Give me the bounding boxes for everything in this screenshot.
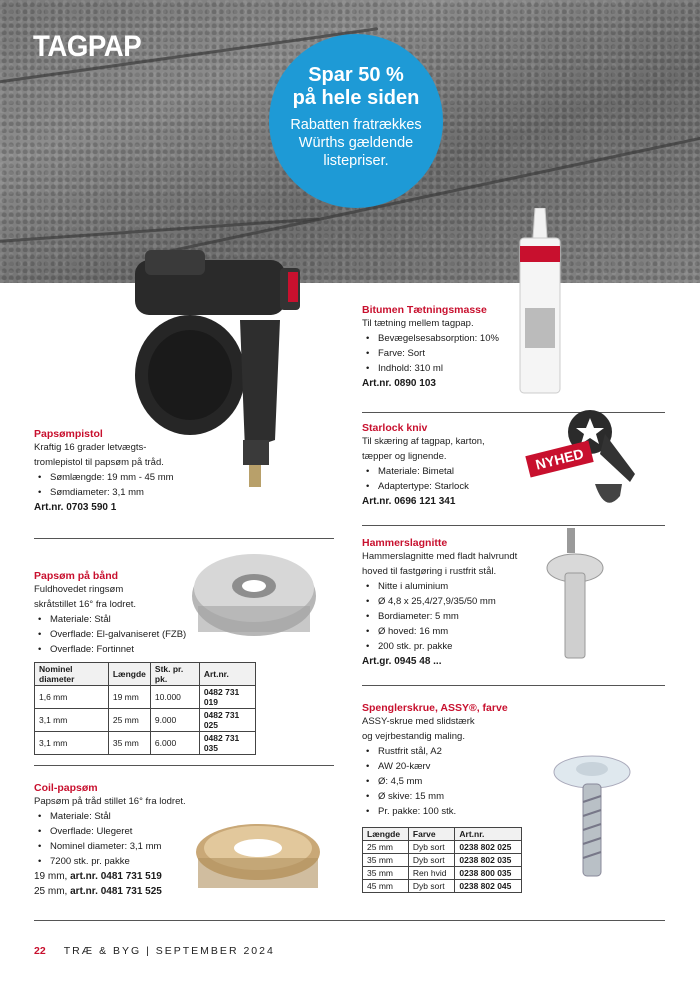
table-row — [35, 686, 256, 709]
papsom-band-table — [34, 662, 256, 755]
table-header: Længde — [108, 663, 150, 686]
table-header-row — [35, 663, 256, 686]
spec-item: • 7200 stk. pr. pakke — [34, 854, 334, 869]
product-description: og vejrbestandig maling. — [362, 731, 465, 742]
badge-line1: Spar 50 % — [308, 64, 404, 86]
product-description: hoved til fastgøring i rustfrit stål. — [362, 566, 497, 577]
spec-item: • 200 stk. pr. pakke — [362, 639, 552, 654]
table-cell: 3,1 mm — [35, 732, 109, 755]
spec-item: • Indhold: 310 ml — [362, 361, 522, 376]
product-heading: Spenglerskrue, ASSY®, farve — [362, 702, 508, 714]
footer-text: TRÆ & BYG | SEPTEMBER 2024 — [63, 945, 275, 957]
spec-item: • Materiale: Bimetal — [362, 464, 532, 479]
spec-item: • AW 20-kærv — [362, 759, 562, 774]
spec-item: • Materiale: Stål — [34, 809, 334, 824]
table-row — [35, 732, 256, 755]
sealant-tube-image — [515, 208, 565, 398]
spec-list — [34, 470, 224, 500]
divider — [362, 525, 665, 526]
badge-line4: Würths gældende — [298, 135, 414, 151]
spec-item: • Sømlængde: 19 mm - 45 mm — [34, 470, 224, 485]
spec-item: • Materiale: Stål — [34, 612, 234, 627]
table-cell: 25 mm — [363, 841, 409, 854]
table-header: Stk. pr. pk. — [150, 663, 199, 686]
table-cell: 0482 731 019 — [199, 686, 255, 709]
product-description: Til tætning mellem tagpap. — [362, 318, 474, 329]
article-number: Art.nr. 0703 590 1 — [34, 502, 117, 513]
table-cell: 1,6 mm — [35, 686, 109, 709]
product-heading: Bitumen Tætningsmasse — [362, 304, 487, 316]
table-row — [363, 867, 522, 880]
table-cell: 10.000 — [150, 686, 199, 709]
spec-item: • Overflade: Ulegeret — [34, 824, 334, 839]
page-title: TAGPAP — [33, 30, 142, 63]
product-heading: Hammerslagnitte — [362, 537, 448, 549]
table-cell: Dyb sort — [408, 880, 454, 893]
badge-line2: på hele siden — [292, 87, 420, 109]
table-cell: 0482 731 035 — [199, 732, 255, 755]
table-cell: 0238 802 045 — [455, 880, 522, 893]
spec-item: • Ø hoved: 16 mm — [362, 624, 552, 639]
page-number: 22 — [34, 945, 46, 957]
table-row — [35, 709, 256, 732]
spec-item: • Adaptertype: Starlock — [362, 479, 532, 494]
spec-item: • Nominel diameter: 3,1 mm — [34, 839, 334, 854]
product-papsompistol — [34, 428, 224, 515]
product-description: Hammerslagnitte med fladt halvrundt — [362, 551, 518, 562]
table-cell: 45 mm — [363, 880, 409, 893]
product-description: Kraftig 16 grader letvægts- — [34, 442, 147, 453]
spec-item: • Ø: 4,5 mm — [362, 774, 562, 789]
badge-line5: listepriser. — [323, 153, 389, 169]
table-cell: 0238 800 035 — [455, 867, 522, 880]
page-footer — [34, 945, 275, 957]
product-description: tromlepistol til papsøm på tråd. — [34, 457, 164, 468]
table-cell: 25 mm — [108, 709, 150, 732]
product-description: tæpper og lignende. — [362, 451, 447, 462]
footer-divider — [34, 920, 665, 921]
table-header: Farve — [408, 828, 454, 841]
spec-item: • Pr. pakke: 100 stk. — [362, 804, 562, 819]
article-number: Art.nr. 0890 103 — [362, 378, 436, 389]
length-label: 25 mm, — [34, 886, 68, 897]
table-header: Nominel diameter — [35, 663, 109, 686]
table-cell: 0238 802 025 — [455, 841, 522, 854]
table-cell: 35 mm — [363, 867, 409, 880]
spec-item: • Bevægelsesabsorption: 10% — [362, 331, 522, 346]
product-description: Papsøm på tråd stillet 16° fra lodret. — [34, 796, 186, 807]
spec-item: • Bordiameter: 5 mm — [362, 609, 552, 624]
product-heading: Coil-papsøm — [34, 782, 98, 794]
table-cell: 0482 731 025 — [199, 709, 255, 732]
spec-list — [362, 331, 522, 376]
product-heading: Papsøm på bånd — [34, 570, 119, 582]
table-cell: 35 mm — [363, 854, 409, 867]
spec-list — [362, 579, 552, 654]
product-heading: Starlock kniv — [362, 422, 428, 434]
table-header: Længde — [363, 828, 409, 841]
table-cell: 9.000 — [150, 709, 199, 732]
spec-item: • Nitte i aluminium — [362, 579, 552, 594]
spec-list — [34, 612, 234, 657]
product-description: Fuldhovedet ringsøm — [34, 584, 124, 595]
table-header-row — [363, 828, 522, 841]
badge-line3: Rabatten fratrækkes — [290, 117, 422, 133]
table-cell: Ren hvid — [408, 867, 454, 880]
article-number: art.nr. 0481 731 519 — [70, 871, 162, 882]
table-row — [363, 854, 522, 867]
spenglerskrue-table — [362, 827, 522, 893]
divider — [34, 765, 334, 766]
table-cell: 6.000 — [150, 732, 199, 755]
table-row — [363, 880, 522, 893]
divider — [362, 685, 665, 686]
spec-item: • Rustfrit stål, A2 — [362, 744, 562, 759]
product-description: ASSY-skrue med slidstærk — [362, 716, 475, 727]
spec-item: • Overflade: El-galvaniseret (FZB) — [34, 627, 234, 642]
product-starlock — [362, 422, 532, 509]
spec-item: • Ø skive: 15 mm — [362, 789, 562, 804]
product-bitumen — [362, 304, 522, 391]
article-number: Art.gr. 0945 48 ... — [362, 656, 442, 667]
screw-image — [550, 752, 640, 882]
product-description: skråtstillet 16° fra lodret. — [34, 599, 137, 610]
table-cell: Dyb sort — [408, 841, 454, 854]
table-cell: 3,1 mm — [35, 709, 109, 732]
article-number: Art.nr. 0696 121 341 — [362, 496, 456, 507]
product-heading: Papsømpistol — [34, 428, 103, 440]
article-number: art.nr. 0481 731 525 — [70, 886, 162, 897]
spec-item: • Farve: Sort — [362, 346, 522, 361]
length-label: 19 mm, — [34, 871, 68, 882]
table-cell: Dyb sort — [408, 854, 454, 867]
spec-item: • Ø 4,8 x 25,4/27,9/35/50 mm — [362, 594, 552, 609]
table-cell: 35 mm — [108, 732, 150, 755]
product-spenglerskrue — [362, 702, 562, 819]
rivet-image — [545, 528, 615, 668]
product-papsom-band — [34, 570, 194, 657]
table-cell: 0238 802 035 — [455, 854, 522, 867]
spec-item: • Sømdiameter: 3,1 mm — [34, 485, 224, 500]
table-row — [363, 841, 522, 854]
table-header: Art.nr. — [199, 663, 255, 686]
table-cell: 19 mm — [108, 686, 150, 709]
table-header: Art.nr. — [455, 828, 522, 841]
discount-badge — [269, 34, 443, 208]
spec-list — [362, 744, 562, 819]
product-hammerslagnitte — [362, 537, 552, 669]
hero-banner — [0, 0, 700, 283]
product-description: Til skæring af tagpap, karton, — [362, 436, 485, 447]
new-badge: NYHED — [525, 440, 593, 477]
spec-item: • Overflade: Fortinnet — [34, 642, 234, 657]
divider — [34, 538, 334, 539]
coil-nails-image — [188, 812, 328, 902]
spec-list — [362, 464, 532, 494]
